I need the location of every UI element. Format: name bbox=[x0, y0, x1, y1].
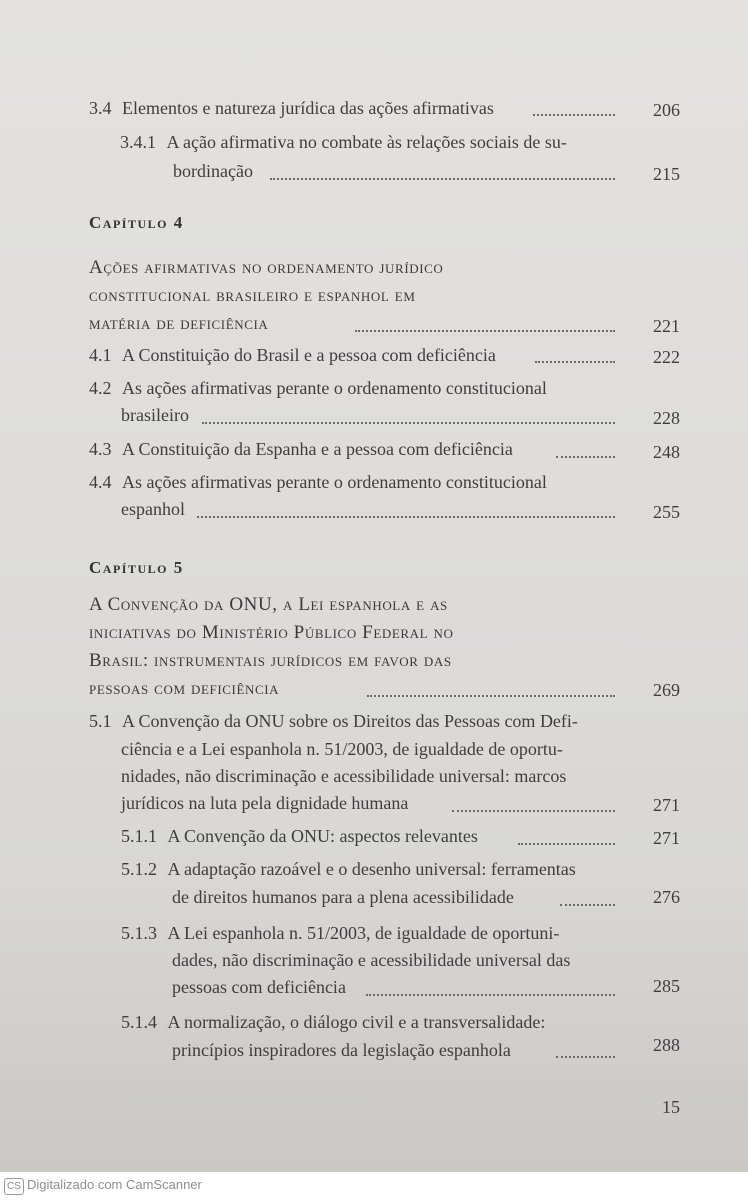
entry-text: A Constituição da Espanha e a pessoa com deficiência bbox=[122, 439, 513, 459]
dot-leader bbox=[556, 456, 615, 458]
entry-text: A Convenção da ONU: aspectos relevantes bbox=[167, 826, 478, 846]
entry-page: 285 bbox=[653, 976, 680, 996]
toc-entry-3-4-1 bbox=[120, 131, 567, 153]
entry-number: 3.4 bbox=[89, 98, 112, 118]
chapter-5-label: Capítulo 5 bbox=[89, 558, 184, 577]
entry-text: A Constituição do Brasil e a pessoa com deficiência bbox=[122, 345, 496, 365]
chapter-4-title-line-2: constitucional brasileiro e espanhol em bbox=[89, 285, 416, 306]
entry-text-cont: espanhol bbox=[121, 499, 185, 519]
entry-text-cont: jurídicos na luta pela dignidade humana bbox=[121, 793, 409, 813]
entry-page: 271 bbox=[653, 828, 680, 848]
entry-number: 5.1.2 bbox=[121, 859, 157, 879]
toc-entry-4-1 bbox=[89, 344, 496, 366]
entry-text: A Lei espanhola n. 51/2003, de igualdade de oportuni- bbox=[167, 923, 560, 943]
entry-text: As ações afirmativas perante o ordenamento constitucional bbox=[122, 472, 547, 492]
dot-leader bbox=[518, 843, 615, 845]
dot-leader bbox=[533, 114, 615, 116]
dot-leader bbox=[355, 330, 615, 332]
dot-leader bbox=[535, 361, 615, 363]
toc-entry-5-1-1 bbox=[121, 825, 478, 847]
chapter-5-title-line-3: Brasil: instrumentais jurídicos em favor das bbox=[89, 650, 452, 671]
entry-text: A normalização, o diálogo civil e a transversalidade: bbox=[167, 1012, 546, 1032]
entry-number: 4.3 bbox=[89, 439, 112, 459]
entry-number: 3.4.1 bbox=[120, 132, 156, 152]
chapter-4-title-line-1: Ações afirmativas no ordenamento jurídico bbox=[89, 257, 444, 278]
chapter-4-title-line-3: matéria de deficiência bbox=[89, 313, 269, 334]
chapter-4-label: Capítulo 4 bbox=[89, 213, 184, 232]
entry-number: 4.2 bbox=[89, 378, 112, 398]
entry-number: 5.1.4 bbox=[121, 1012, 157, 1032]
dot-leader bbox=[452, 810, 615, 812]
entry-number: 5.1.1 bbox=[121, 826, 157, 846]
toc-entry-4-2 bbox=[89, 377, 547, 399]
entry-page: 222 bbox=[653, 347, 680, 367]
page-number: 15 bbox=[662, 1097, 680, 1117]
entry-page: 276 bbox=[653, 887, 680, 907]
entry-number: 5.1.3 bbox=[121, 923, 157, 943]
chapter-5-page: 269 bbox=[653, 680, 680, 700]
entry-text-cont: dades, não discriminação e acessibilidade universal das bbox=[172, 950, 571, 970]
chapter-5-title-line-2: iniciativas do Ministério Público Federal no bbox=[89, 622, 454, 643]
entry-text: As ações afirmativas perante o ordenamento constitucional bbox=[122, 378, 547, 398]
toc-entry-4-3 bbox=[89, 438, 513, 460]
entry-text-cont: bordinação bbox=[173, 161, 253, 181]
entry-text: A Convenção da ONU sobre os Direitos das Pessoas com Defi- bbox=[122, 711, 578, 731]
dot-leader bbox=[270, 178, 615, 180]
entry-text-cont: ciência e a Lei espanhola n. 51/2003, de igualdade de oportu- bbox=[121, 739, 563, 759]
dot-leader bbox=[560, 904, 615, 906]
dot-leader bbox=[367, 695, 615, 697]
dot-leader bbox=[366, 994, 615, 996]
chapter-4-page: 221 bbox=[653, 316, 680, 336]
entry-page: 215 bbox=[653, 164, 680, 184]
scanner-footer bbox=[0, 1172, 748, 1200]
entry-text-cont: de direitos humanos para a plena acessibilidade bbox=[172, 887, 514, 907]
camscanner-logo-icon: CS bbox=[4, 1178, 24, 1195]
entry-page: 271 bbox=[653, 795, 680, 815]
toc-entry-5-1-4 bbox=[121, 1011, 545, 1033]
entry-number: 4.1 bbox=[89, 345, 112, 365]
toc-entry-5-1-3 bbox=[121, 922, 559, 944]
dot-leader bbox=[197, 516, 615, 518]
chapter-5-title-line-4: pessoas com deficiência bbox=[89, 678, 280, 699]
entry-text-cont: princípios inspiradores da legislação espanhola bbox=[172, 1040, 511, 1060]
entry-page: 248 bbox=[653, 442, 680, 462]
entry-text: A ação afirmativa no combate às relações sociais de su- bbox=[166, 132, 567, 152]
entry-page: 255 bbox=[653, 502, 680, 522]
toc-entry-5-1 bbox=[89, 710, 578, 732]
dot-leader bbox=[202, 422, 615, 424]
chapter-5-title-line-1: A Convenção da ONU, a Lei espanhola e as bbox=[89, 594, 448, 615]
toc-entry-4-4 bbox=[89, 471, 547, 493]
entry-page: 206 bbox=[653, 100, 680, 120]
entry-text-cont: pessoas com deficiência bbox=[172, 977, 346, 997]
entry-text-cont: nidades, não discriminação e acessibilidade universal: marcos bbox=[121, 766, 567, 786]
toc-entry-5-1-2 bbox=[121, 858, 576, 880]
entry-text: A adaptação razoável e o desenho universal: ferramentas bbox=[167, 859, 576, 879]
toc-entry-3-4 bbox=[89, 97, 494, 119]
entry-page: 228 bbox=[653, 408, 680, 428]
entry-number: 4.4 bbox=[89, 472, 112, 492]
entry-text-cont: brasileiro bbox=[121, 405, 189, 425]
entry-page: 288 bbox=[653, 1035, 680, 1055]
entry-text: Elementos e natureza jurídica das ações afirmativas bbox=[122, 98, 494, 118]
camscanner-watermark-text: Digitalizado com CamScanner bbox=[27, 1177, 202, 1192]
entry-number: 5.1 bbox=[89, 711, 112, 731]
dot-leader bbox=[556, 1056, 615, 1058]
